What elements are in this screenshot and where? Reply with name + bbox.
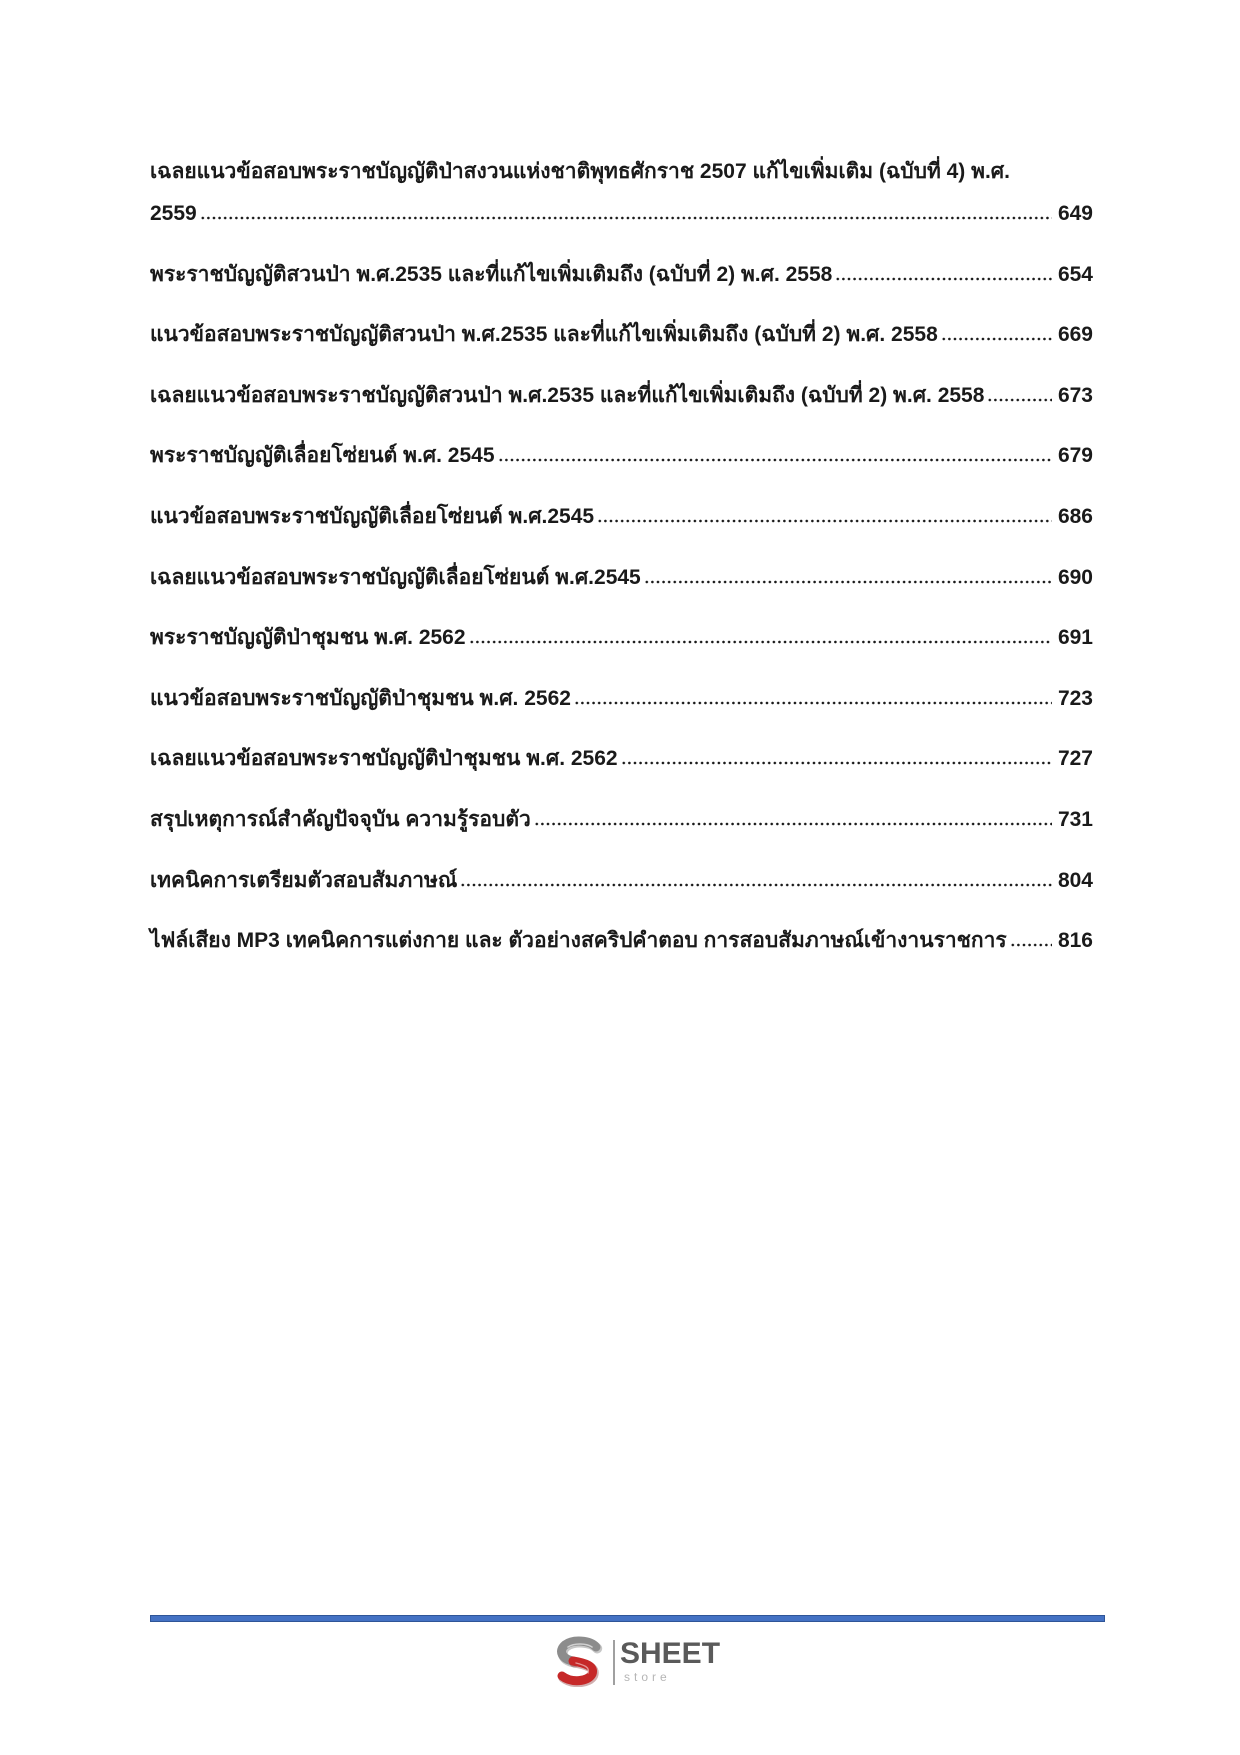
toc-entry-title: พระราชบัญญัติป่าชุมชน พ.ศ. 2562 xyxy=(150,626,466,650)
toc-page-number: 731 xyxy=(1057,807,1093,831)
dot-leader xyxy=(460,883,1052,887)
toc-entry xyxy=(150,151,1093,235)
dot-leader xyxy=(835,277,1052,281)
toc-entry xyxy=(150,860,1093,902)
toc-page-number: 816 xyxy=(1057,929,1093,953)
toc-entry xyxy=(150,617,1093,659)
toc-page-number: 669 xyxy=(1057,323,1093,347)
toc-page-number: 804 xyxy=(1057,868,1093,892)
logo-divider xyxy=(613,1640,615,1685)
toc-entry xyxy=(150,738,1093,780)
toc-page-number: 691 xyxy=(1057,626,1093,650)
toc-entry-last-line xyxy=(150,193,1093,235)
toc-entry xyxy=(150,678,1093,720)
toc-entry-title: ไฟล์เสียง MP3 เทคนิคการแต่งกาย และ ตัวอย่างสคริปคำตอบ การสอบสัมภาษณ์เข้างานราชการ xyxy=(150,929,1007,953)
toc-entry-title: เทคนิคการเตรียมตัวสอบสัมภาษณ์ xyxy=(150,868,458,892)
toc-page-number: 654 xyxy=(1057,262,1093,286)
toc-entry-title: เฉลยแนวข้อสอบพระราชบัญญัติป่าชุมชน พ.ศ. 2562 xyxy=(150,747,618,771)
toc-entry-title: เฉลยแนวข้อสอบพระราชบัญญัติสวนป่า พ.ศ.2535 และที่แก้ไขเพิ่มเติมถึง (ฉบับที่ 2) พ.ศ. 2558 xyxy=(150,383,985,407)
dot-leader xyxy=(574,701,1052,705)
toc-entry-title: สรุปเหตุการณ์สำคัญปัจจุบัน ความรู้รอบตัว xyxy=(150,807,531,831)
toc-entry xyxy=(150,314,1093,356)
toc-page-number: 686 xyxy=(1057,504,1093,528)
dot-leader xyxy=(987,398,1052,402)
sheet-s-logo-icon xyxy=(551,1635,607,1687)
dot-leader xyxy=(534,822,1052,826)
dot-leader xyxy=(498,458,1052,462)
dot-leader xyxy=(644,580,1052,584)
toc-page-number: 690 xyxy=(1057,565,1093,589)
toc-entry xyxy=(150,557,1093,599)
toc-entry-title: 2559 xyxy=(150,202,197,225)
dot-leader xyxy=(1010,943,1052,947)
toc-entry xyxy=(150,254,1093,296)
sheet-store-logo xyxy=(551,1635,731,1689)
table-of-contents xyxy=(150,151,1093,981)
toc-entry xyxy=(150,920,1093,962)
toc-entry-title: เฉลยแนวข้อสอบพระราชบัญญัติเลื่อยโซ่ยนต์ พ.ศ.2545 xyxy=(150,565,641,589)
toc-page-number: 679 xyxy=(1057,444,1093,468)
toc-page-number: 649 xyxy=(1057,202,1093,225)
toc-entry-title: แนวข้อสอบพระราชบัญญัติเลื่อยโซ่ยนต์ พ.ศ.2545 xyxy=(150,504,595,528)
toc-entry-title-line1: เฉลยแนวข้อสอบพระราชบัญญัติป่าสงวนแห่งชาติพุทธศักราช 2507 แก้ไขเพิ่มเติม (ฉบับที่ 4) พ.ศ. xyxy=(150,160,1010,183)
toc-page-number: 723 xyxy=(1057,686,1093,710)
logo-brand-text: SHEET xyxy=(620,1637,721,1670)
dot-leader xyxy=(597,519,1052,523)
footer-rule xyxy=(150,1615,1105,1622)
toc-entry-title: พระราชบัญญัติสวนป่า พ.ศ.2535 และที่แก้ไขเพิ่มเติมถึง (ฉบับที่ 2) พ.ศ. 2558 xyxy=(150,262,833,286)
dot-leader xyxy=(200,216,1052,220)
toc-entry xyxy=(150,496,1093,538)
toc-entry xyxy=(150,799,1093,841)
dot-leader xyxy=(621,761,1052,765)
dot-leader xyxy=(469,640,1052,644)
toc-page-number: 673 xyxy=(1057,383,1093,407)
toc-entry-title: แนวข้อสอบพระราชบัญญัติป่าชุมชน พ.ศ. 2562 xyxy=(150,686,571,710)
toc-entry xyxy=(150,435,1093,477)
dot-leader xyxy=(941,337,1052,341)
toc-page-number: 727 xyxy=(1057,747,1093,771)
toc-entry-title: พระราชบัญญัติเลื่อยโซ่ยนต์ พ.ศ. 2545 xyxy=(150,444,495,468)
toc-entry-title: แนวข้อสอบพระราชบัญญัติสวนป่า พ.ศ.2535 และที่แก้ไขเพิ่มเติมถึง (ฉบับที่ 2) พ.ศ. 2558 xyxy=(150,323,938,347)
toc-entry xyxy=(150,375,1093,417)
logo-tagline-text: store xyxy=(624,1670,671,1684)
